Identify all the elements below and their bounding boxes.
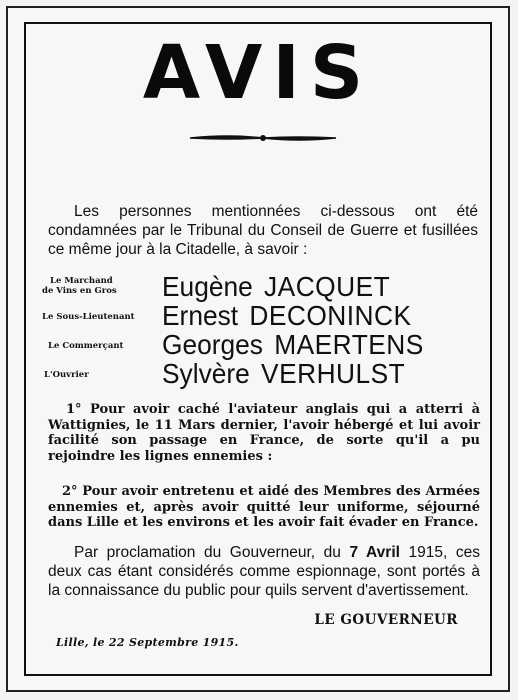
condemned-role [48, 341, 156, 351]
charge-paragraph-2: 2° Pour avoir entretenu et aidé des Membres des Armées ennemies et, après avoir quitté leur uniforme, séjourné dans Lille et les environs et les avoir fait évader en France. [48, 484, 480, 530]
condemned-row [42, 330, 482, 359]
last-name: MAERTENS [274, 329, 424, 360]
signature: LE GOUVERNEUR [314, 612, 458, 628]
condemned-name [162, 359, 405, 389]
role-line: Le Commerçant [48, 341, 124, 351]
role-line: L'Ouvrier [44, 370, 89, 380]
first-name: Eugène [162, 271, 253, 302]
role-line: Le Marchand [50, 276, 113, 286]
first-name: Ernest [162, 300, 239, 331]
proclamation-part: 1915, ces deux cas étant considérés comme espionnage, sont portés à la connaissance du public pour quils servent d'avertissement. [48, 543, 480, 599]
condemned-role [42, 276, 150, 296]
proclamation-part: Par proclamation du Gouverneur, du [74, 543, 350, 561]
condemned-row [42, 359, 482, 388]
proclamation-text [48, 543, 480, 600]
proclamation-date: 7 Avril [349, 543, 400, 561]
condemned-role [44, 370, 152, 380]
role-line: Le Sous-Lieutenant [42, 312, 135, 322]
condemned-role [42, 312, 150, 322]
condemned-name [162, 272, 390, 302]
last-name: JACQUET [264, 271, 391, 302]
condemned-name [162, 301, 412, 331]
dateline: Lille, le 22 Septembre 1915. [56, 636, 239, 649]
role-line: de Vins en Gros [42, 286, 117, 296]
condemned-row [42, 272, 482, 301]
charge-paragraph-1: 1° Pour avoir caché l'aviateur anglais qui a atterri à Wattignies, le 11 Mars dernier, l'avoir hébergé et lui avoir facilité son passage en France, de sorte qu'il a pu rejoindre les lignes ennemies : [48, 402, 480, 464]
last-name: DECONINCK [249, 300, 412, 331]
poster-sheet [6, 6, 510, 692]
condemned-name [162, 330, 424, 360]
first-name: Georges [162, 329, 263, 360]
condemned-row [42, 301, 482, 330]
last-name: VERHULST [261, 358, 406, 389]
first-name: Sylvère [162, 358, 250, 389]
ornament-rule-icon [188, 132, 338, 144]
poster-title: AVIS [142, 30, 374, 116]
intro-text: Les personnes mentionnées ci-dessous ont été condamnées par le Tribunal du Conseil de Guerre et fusillées ce même jour à la Citadelle, à savoir : [48, 202, 478, 258]
condemned-list [42, 272, 482, 388]
